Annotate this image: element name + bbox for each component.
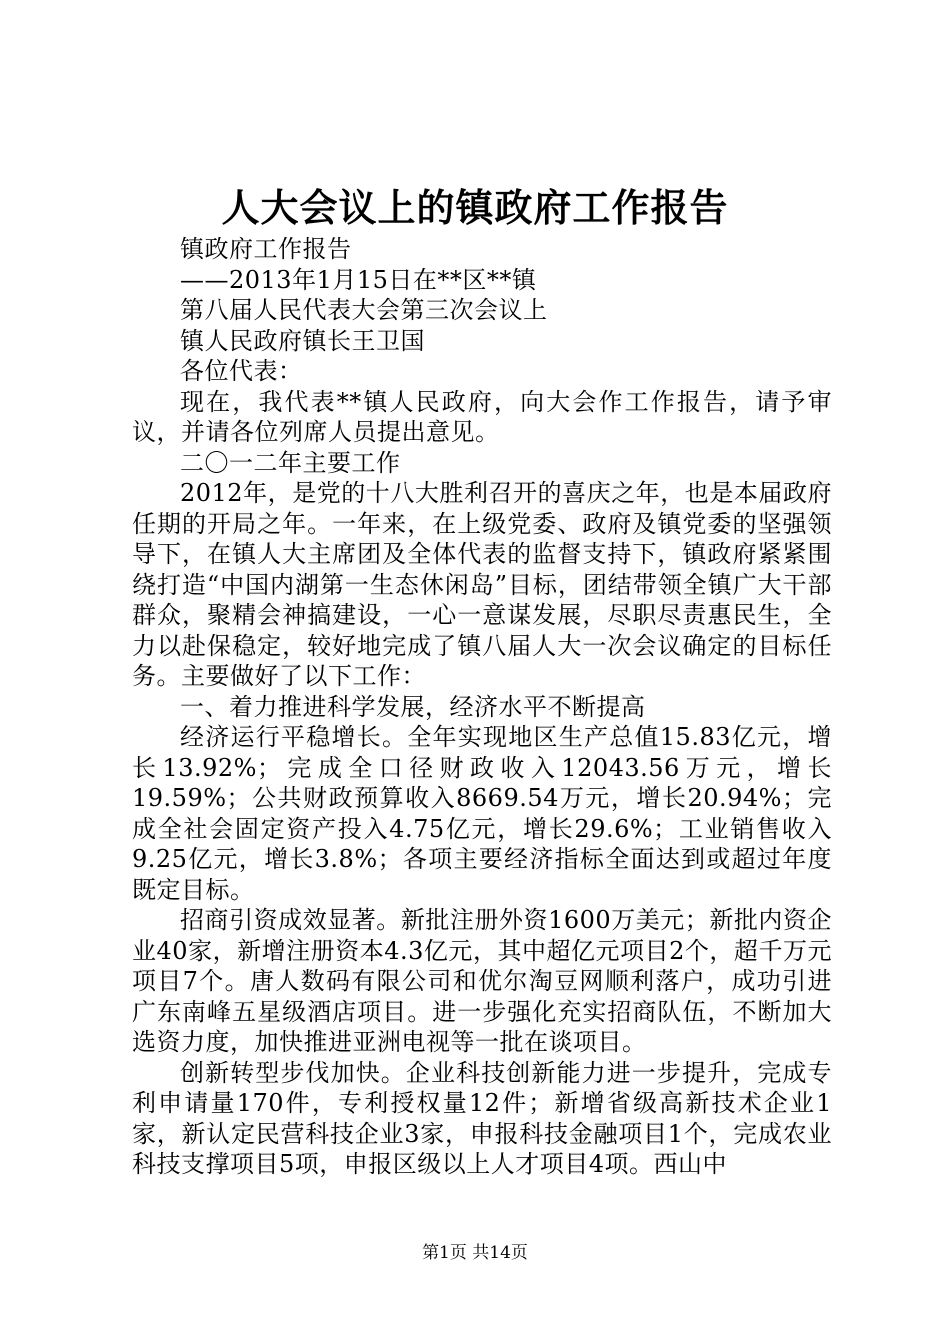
paragraph: 二〇一二年主要工作 (180, 448, 401, 477)
paragraph: 一、着力推进科学发展，经济水平不断提高 (180, 692, 646, 721)
paragraph: 经济运行平稳增长。全年实现地区生产总值15.83亿元，增长13.92%；完成全口径财政收入12043.56万元，增长19.59%；公共财政预算收入8669.54万元，增长20.94%；完成全社会固定资产投入4.75亿元，增长29.6%；工业销售收入9.25亿元，增长3.8%；各项主要经济指标全面达到或超过年度既定目标。 (132, 723, 832, 904)
document-body (132, 234, 832, 1180)
document-title: 人大会议上的镇政府工作报告 (221, 185, 729, 230)
page-number-footer: 第1页 共14页 (422, 1243, 528, 1263)
paragraph: 第八届人民代表大会第三次会议上 (180, 296, 548, 324)
paragraph: ——2013年1月15日在**区**镇 (180, 265, 537, 294)
paragraph: 镇人民政府镇长王卫国 (180, 326, 425, 355)
paragraph: 创新转型步伐加快。企业科技创新能力进一步提升，完成专利申请量170件，专利授权量12件；新增省级高新技术企业1家，新认定民营科技企业3家，申报科技金融项目1个，完成农业科技支撑项目5项，申报区级以上人才项目4项。西山中 (132, 1058, 832, 1178)
paragraph: 各位代表： (180, 357, 303, 385)
paragraph: 镇政府工作报告 (180, 235, 352, 263)
paragraph: 招商引资成效显著。新批注册外资1600万美元；新批内资企业40家，新增注册资本4.3亿元，其中超亿元项目2个，超千万元项目7个。唐人数码有限公司和优尔淘豆网顺利落户，成功引进广东南峰五星级酒店项目。进一步强化充实招商队伍，不断加大选资力度，加快推进亚洲电视等一批在谈项目。 (132, 906, 832, 1056)
paragraph: 现在，我代表**镇人民政府，向大会作工作报告，请予审议，并请各位列席人员提出意见。 (132, 387, 832, 446)
paragraph: 2012年，是党的十八大胜利召开的喜庆之年，也是本届政府任期的开局之年。一年来，在上级党委、政府及镇党委的坚强领导下，在镇人大主席团及全体代表的监督支持下，镇政府紧紧围绕打造“中国内湖第一生态休闲岛”目标，团结带领全镇广大干部群众，聚精会神搞建设，一心一意谋发展，尽职尽责惠民生，全力以赴保稳定，较好地完成了镇八届人大一次会议确定的目标任务。主要做好了以下工作： (132, 479, 832, 690)
